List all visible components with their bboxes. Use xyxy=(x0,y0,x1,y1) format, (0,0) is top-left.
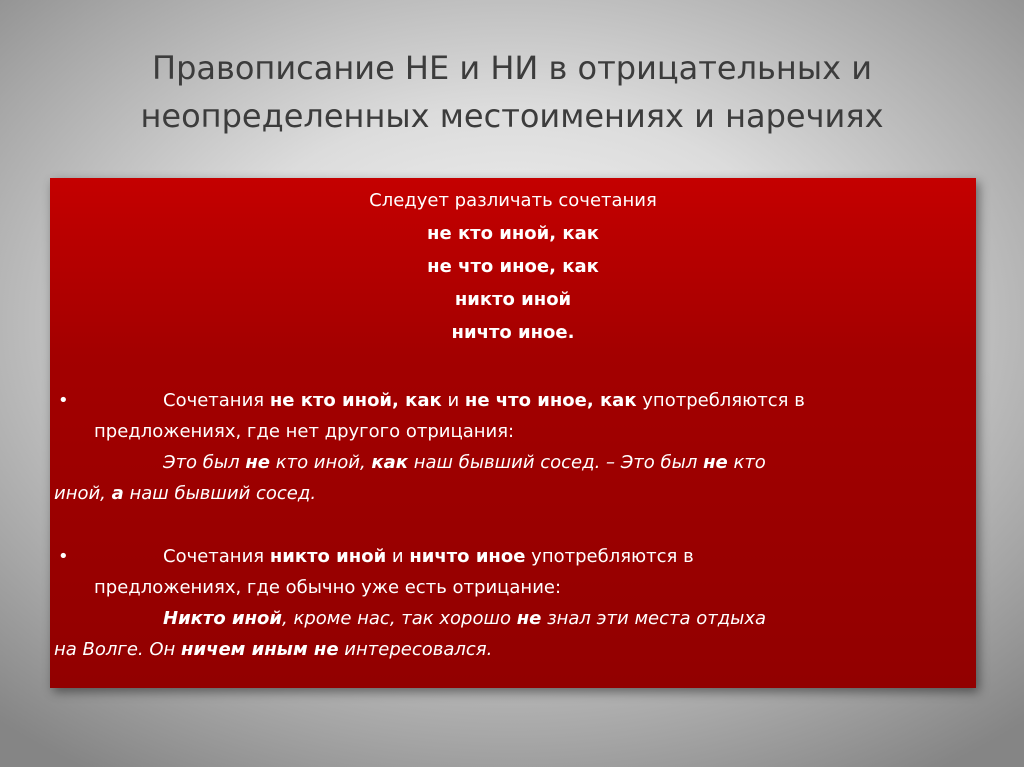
example-text: иной, а наш бывший сосед. xyxy=(54,483,317,504)
intro-block xyxy=(50,184,976,349)
example-text: Никто иной, кроме нас, так хорошо не знал эти места отдыха xyxy=(163,608,767,629)
bullet-text: предложениях, где нет другого отрицания: xyxy=(94,421,515,442)
bullet-item xyxy=(50,541,976,665)
bullet-text: Сочетания никто иной и ничто иное употребляются в xyxy=(163,546,694,567)
intro-item: не что иное, как xyxy=(427,256,599,277)
content-box xyxy=(50,178,976,688)
slide-title xyxy=(40,44,984,140)
example-text: Это был не кто иной, как наш бывший сосед. – Это был не кто xyxy=(163,452,766,473)
title-line-2: неопределенных местоимениях и наречиях xyxy=(140,97,884,135)
intro-item: ничто иное. xyxy=(451,322,575,343)
bullet-marker: • xyxy=(58,546,69,567)
bullet-item xyxy=(50,385,976,509)
intro-lead: Следует различать сочетания xyxy=(369,190,657,211)
bullet-text: Сочетания не кто иной, как и не что иное, как употребляются в xyxy=(163,390,805,411)
intro-item: не кто иной, как xyxy=(427,223,599,244)
example-text: на Волге. Он ничем иным не интересовался. xyxy=(54,639,493,660)
bullet-marker: • xyxy=(58,390,69,411)
bullet-text: предложениях, где обычно уже есть отрицание: xyxy=(94,577,562,598)
title-line-1: Правописание НЕ и НИ в отрицательных и xyxy=(152,49,872,87)
intro-item: никто иной xyxy=(454,289,572,310)
